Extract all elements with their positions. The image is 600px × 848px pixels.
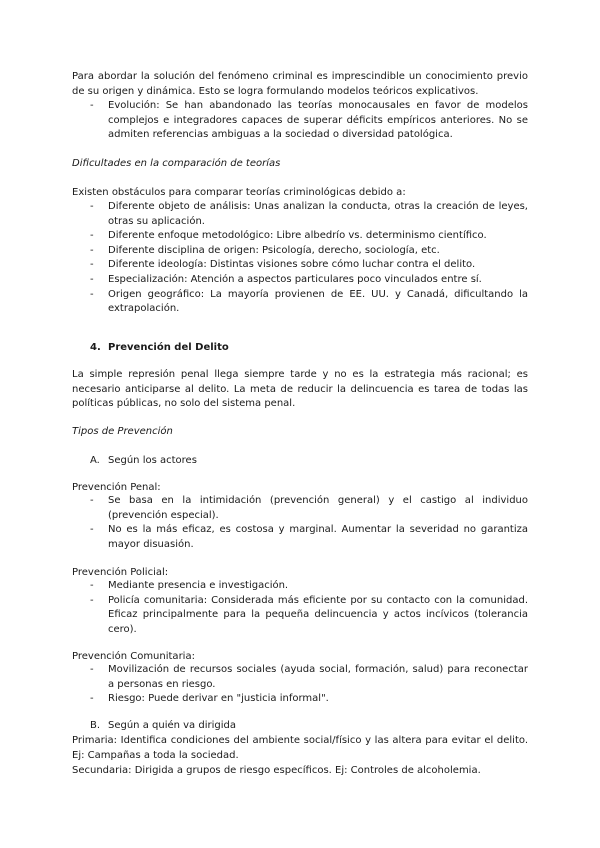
list-item: - Mediante presencia e investigación.	[72, 579, 528, 594]
difficulties-lead: Existen obstáculos para comparar teorías criminológicas debido a:	[72, 187, 406, 198]
subsection-b-heading	[72, 719, 546, 734]
section-number: 4.	[90, 342, 101, 353]
list-item: - Diferente enfoque metodológico: Libre albedrío vs. determinismo científico.	[72, 229, 528, 244]
subsection-b-title: Según a quién va dirigida	[108, 720, 236, 731]
difficulties-bullet-list	[72, 200, 528, 317]
list-item: - Movilización de recursos sociales (ayuda social, formación, salud) para reconectar a personas en riesgo.	[72, 663, 528, 692]
penal-heading: Prevención Penal:	[72, 482, 161, 493]
difficulties-heading: Dificultades en la comparación de teorías	[72, 158, 281, 169]
subsection-b-letter: B.	[90, 720, 101, 731]
section-heading	[72, 341, 546, 356]
subsection-a-letter: A.	[90, 455, 100, 466]
subsection-a-title: Según los actores	[108, 455, 197, 466]
subsection-a-heading	[72, 454, 546, 469]
list-item: - Especialización: Atención a aspectos particulares poco vinculados entre sí.	[72, 273, 528, 288]
secundaria-text: Secundaria: Dirigida a grupos de riesgo específicos. Ej: Controles de alcoholemia.	[72, 765, 481, 776]
comunitaria-heading: Prevención Comunitaria:	[72, 651, 195, 662]
list-item: - Se basa en la intimidación (prevención general) y el castigo al individuo (prevención especial).	[72, 494, 528, 523]
section-title: Prevención del Delito	[108, 342, 229, 353]
penal-bullet-list	[72, 494, 528, 552]
intro-bullet-list	[72, 99, 528, 143]
list-item: - No es la más eficaz, es costosa y marginal. Aumentar la severidad no garantiza mayor disuasión.	[72, 523, 528, 552]
list-item: - Diferente ideología: Distintas visiones sobre cómo luchar contra el delito.	[72, 258, 528, 273]
policial-heading: Prevención Policial:	[72, 567, 169, 578]
section-paragraph: La simple represión penal llega siempre tarde y no es la estrategia más racional; es necesario anticiparse al delito. La meta de reducir la delincuencia es tarea de todas las políticas públicas, no solo del sistema penal.	[72, 369, 528, 410]
primaria-text: Primaria: Identifica condiciones del ambiente social/físico y las altera para evitar el delito. Ej: Campañas a toda la sociedad.	[72, 735, 528, 761]
list-item: - Diferente disciplina de origen: Psicología, derecho, sociología, etc.	[72, 244, 528, 259]
types-heading: Tipos de Prevención	[72, 426, 173, 437]
policial-bullet-list	[72, 579, 528, 637]
list-item: - Evolución: Se han abandonado las teorías monocausales en favor de modelos complejos e integradores capaces de superar déficits empíricos anteriores. No se admiten referencias ambiguas a la sociedad o diversidad patológica.	[72, 99, 528, 143]
list-item: - Policía comunitaria: Considerada más eficiente por su contacto con la comunidad. Eficaz principalmente para la pequeña delincuencia y actos incívicos (tolerancia cero).	[72, 594, 528, 638]
intro-paragraph: Para abordar la solución del fenómeno criminal es imprescindible un conocimiento previo de su origen y dinámica. Esto se logra formulando modelos teóricos explicativos.	[72, 71, 528, 97]
list-item: - Riesgo: Puede derivar en "justicia informal".	[72, 692, 528, 707]
comunitaria-bullet-list	[72, 663, 528, 707]
list-item: - Origen geográfico: La mayoría provienen de EE. UU. y Canadá, dificultando la extrapolación.	[72, 288, 528, 317]
list-item: - Diferente objeto de análisis: Unas analizan la conducta, otras la creación de leyes, otras su aplicación.	[72, 200, 528, 229]
